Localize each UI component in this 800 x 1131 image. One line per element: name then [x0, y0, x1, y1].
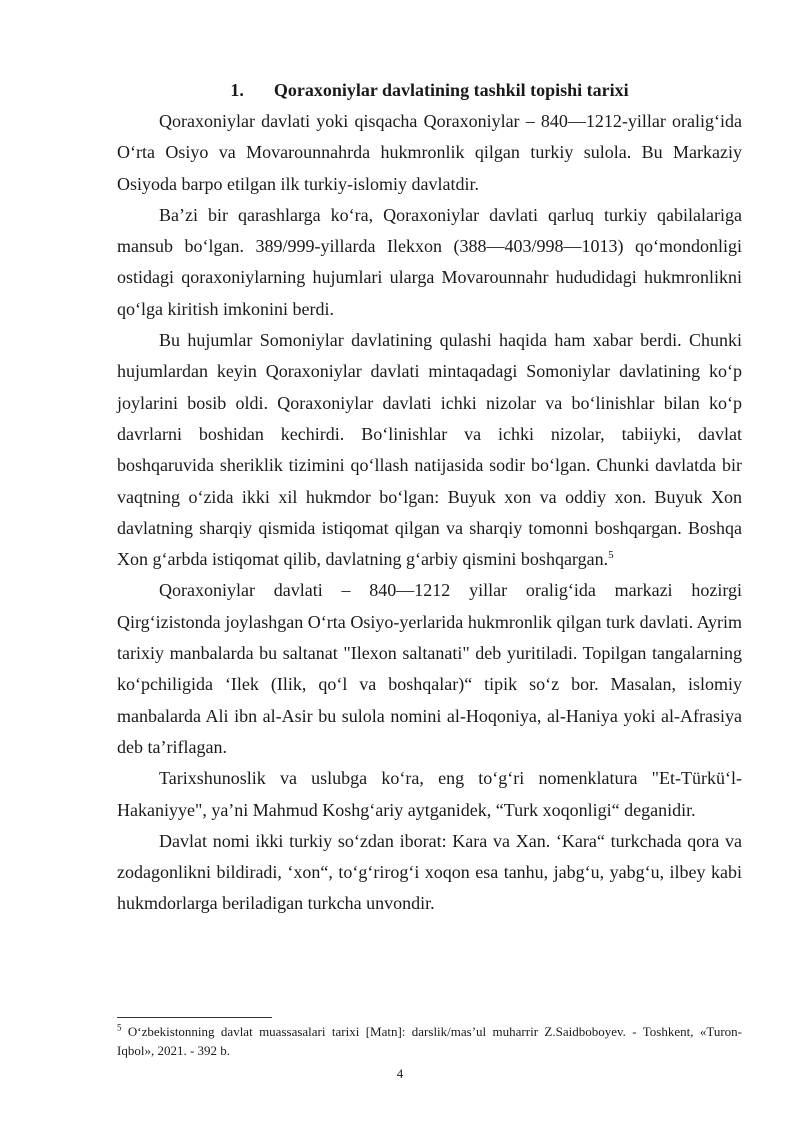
section-number: 1. [230, 80, 244, 100]
paragraph-4: Qoraxoniylar davlati – 840—1212 yillar oralig‘ida markazi hozirgi Qirg‘izistonda joylashgan O‘rta Osiyo-yerlarida hukmronlik qilgan turk davlati. Ayrim tarixiy manbalarda bu saltanat "Ilexon saltanati" deb yuritiladi. Topilgan tangalarning ko‘pchiligida ‘Ilek (Ilik, qo‘l va boshqalar)“ tipik so‘z bor. Masalan, islomiy manbalarda Ali ibn al-Asir bu sulola nomini al-Hoqoniya, al-Haniya yoki al-Afrasiya deb ta’riflagan. [117, 580, 742, 757]
page-body [117, 76, 742, 920]
footnote-divider [117, 1017, 272, 1018]
footnote [117, 1022, 742, 1060]
footnote-marker: 5 [117, 1022, 122, 1033]
paragraph-3 [117, 325, 742, 575]
paragraph-5: Tarixshunoslik va uslubga ko‘ra, eng to‘g‘ri nomenklatura "Et-Türkü‘l-Hakaniyye", ya’ni Mahmud Koshg‘ariy aytganidek, “Turk xoqonligi“ deganidir. [117, 768, 742, 820]
paragraph-1: Qoraxoniylar davlati yoki qisqacha Qoraxoniylar – 840—1212-yillar oralig‘ida O‘rta Osiyo va Movarounnahrda hukmronlik qilgan turkiy sulola. Bu Markaziy Osiyoda barpo etilgan ilk turkiy-islomiy davlatdir. [117, 111, 742, 194]
paragraph-2: Ba’zi bir qarashlarga ko‘ra, Qoraxoniylar davlati qarluq turkiy qabilalariga mansub bo‘lgan. 389/999-yillarda Ilekxon (388—403/998—1013) qo‘mondonligi ostidagi qoraxoniylarning hujumlari ularga Movarounnahr hududidagi hukmronlikni qo‘lga kiritish imkonini berdi. [117, 204, 742, 319]
section-heading [117, 76, 742, 104]
paragraph-6: Davlat nomi ikki turkiy so‘zdan iborat: Kara va Xan. ‘Kara“ turkchada qora va zodagonlikni bildiradi, ‘xon“, to‘g‘rirog‘i xoqon esa tanhu, jabg‘u, yabg‘u, ilbey kabi hukmdorlarga beriladigan turkcha unvondir. [117, 830, 742, 914]
page-number: 4 [396, 1066, 404, 1081]
footnote-text: O‘zbekistonning davlat muassasalari tarixi [Matn]: darslik/mas’ul muharrir Z.Saidboboyev. - Toshkent, «Turon-Iqbol», 2021. - 392 b. [117, 1024, 743, 1058]
footnote-reference[interactable]: 5 [608, 549, 614, 562]
paragraph-3-text: Bu hujumlar Somoniylar davlatining qulashi haqida ham xabar berdi. Chunki hujumlardan keyin Qoraxoniylar davlati mintaqadagi Somoniylar davlatining ko‘p joylarini bosib oldi. Qoraxoniylar davlati ichki nizolar va bo‘linishlar bilan ko‘p davrlarni boshidan kechirdi. Bo‘linishlar va ichki nizolar, tabiiyki, davlat boshqaruvida sheriklik tizimini qo‘llash natijasida sodir bo‘lgan. Chunki davlatda bir vaqtning o‘zida ikki xil hukmdor bo‘lgan: Buyuk xon va oddiy xon. Buyuk Xon davlatning sharqiy qismida istiqomat qilgan va sharqiy tomonni boshqargan. Boshqa Xon g‘arbda istiqomat qilib, davlatning g‘arbiy qismini boshqargan. [117, 330, 742, 570]
section-title: Qoraxoniylar davlatining tashkil topishi tarixi [273, 80, 629, 100]
